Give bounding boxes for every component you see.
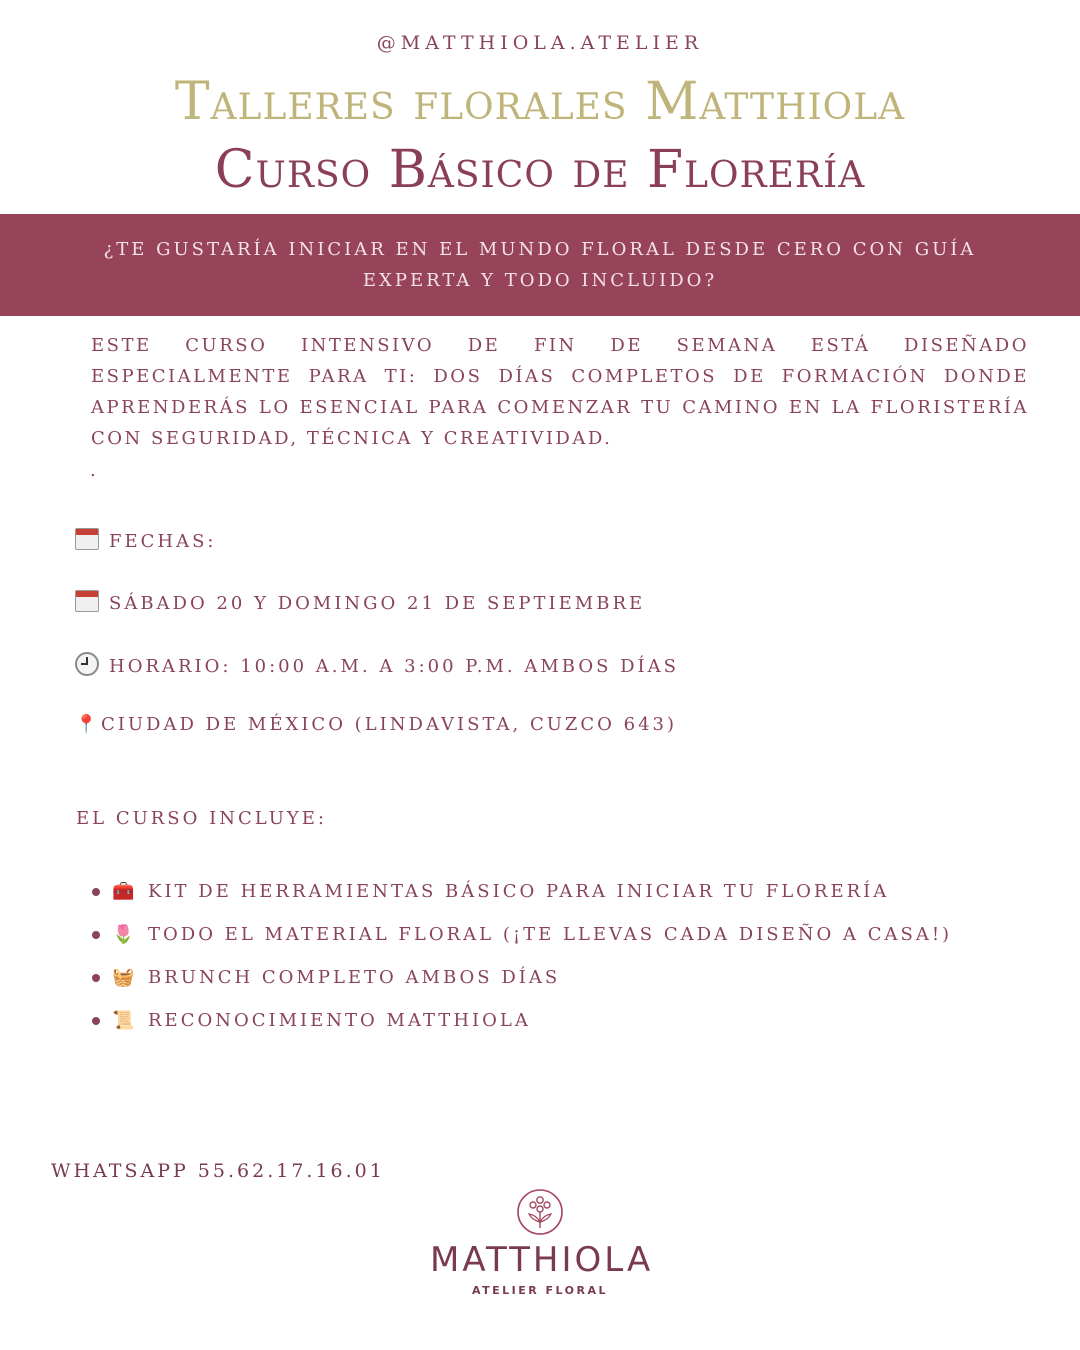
list-item bbox=[92, 999, 952, 1042]
instagram-handle: @MATTHIOLA.ATELIER bbox=[376, 32, 704, 54]
include-label: TODO EL MATERIAL FLORAL (¡TE LLEVAS CADA DISEÑO A CASA!) bbox=[148, 924, 953, 945]
include-label: KIT DE HERRAMIENTAS BÁSICO PARA INICIAR TU FLORERÍA bbox=[148, 881, 890, 902]
bullet-icon bbox=[92, 1017, 100, 1025]
logo-name: MATTHIOLA bbox=[430, 1240, 654, 1280]
list-item bbox=[92, 956, 952, 999]
location-text: CIUDAD DE MÉXICO (LINDAVISTA, CUZCO 643) bbox=[101, 714, 678, 735]
clock-icon bbox=[75, 652, 99, 676]
dates-value-line bbox=[75, 590, 645, 614]
include-label: BRUNCH COMPLETO AMBOS DÍAS bbox=[148, 967, 561, 988]
dates-label: FECHAS: bbox=[109, 531, 217, 552]
list-item bbox=[92, 870, 952, 913]
includes-heading: EL CURSO INCLUYE: bbox=[76, 808, 327, 829]
logo-tagline: ATELIER FLORAL bbox=[471, 1284, 609, 1297]
intro-trailing-dot: . bbox=[90, 460, 96, 481]
location-line bbox=[75, 714, 677, 735]
list-item bbox=[92, 913, 952, 956]
include-label: RECONOCIMIENTO MATTHIOLA bbox=[148, 1010, 531, 1031]
schedule-text: HORARIO: 10:00 A.M. A 3:00 P.M. AMBOS DÍAS bbox=[109, 656, 679, 677]
brand-logo bbox=[430, 1188, 654, 1297]
schedule-line bbox=[75, 652, 679, 677]
whatsapp-contact[interactable]: WHATSAPP 55.62.17.16.01 bbox=[51, 1160, 385, 1182]
intro-paragraph: ESTE CURSO INTENSIVO DE FIN DE SEMANA ESTÁ DISEÑADO ESPECIALMENTE PARA TI: DOS DÍAS COMPLETOS DE FORMACIÓN DONDE APRENDERÁS LO ESENCIAL PARA COMENZAR TU CAMINO EN LA FLORISTERÍA CON SEGURIDAD, TÉCNICA Y CREATIVIDAD. bbox=[91, 335, 1029, 449]
toolbox-icon: 🧰 bbox=[112, 881, 138, 902]
bullet-icon bbox=[92, 974, 100, 982]
flower-emblem-icon bbox=[516, 1188, 564, 1236]
page-subtitle: Curso Básico de Florería bbox=[214, 140, 866, 200]
page-title: Talleres florales Matthiola bbox=[174, 72, 906, 132]
scroll-icon: 📜 bbox=[112, 1010, 138, 1031]
includes-list bbox=[92, 870, 952, 1042]
spiral-calendar-icon bbox=[75, 590, 99, 612]
basket-icon: 🧺 bbox=[112, 967, 138, 988]
bullet-icon bbox=[92, 931, 100, 939]
dates-label-line bbox=[75, 528, 217, 552]
calendar-icon bbox=[75, 528, 99, 550]
tulip-icon: 🌷 bbox=[112, 924, 138, 945]
bullet-icon bbox=[92, 888, 100, 896]
pin-icon: 📍 bbox=[75, 714, 101, 735]
question-banner bbox=[0, 214, 1080, 316]
banner-question: ¿TE GUSTARÍA INICIAR EN EL MUNDO FLORAL DESDE CERO CON GUÍA EXPERTA Y TODO INCLUIDO? bbox=[103, 239, 977, 291]
dates-value: SÁBADO 20 Y DOMINGO 21 DE SEPTIEMBRE bbox=[109, 593, 646, 614]
